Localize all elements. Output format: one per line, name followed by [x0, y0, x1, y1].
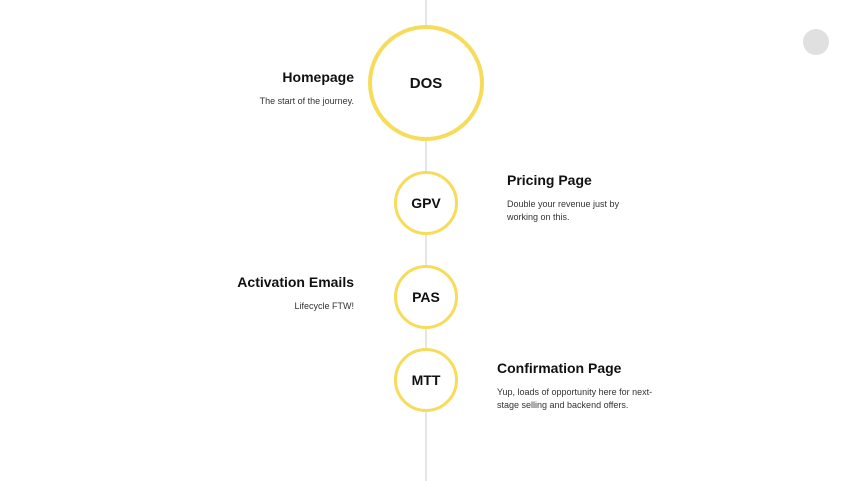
timeline-node-homepage[interactable]: [368, 25, 484, 141]
card-title: Pricing Page: [507, 172, 592, 188]
timeline-node-confirmation-page[interactable]: [394, 348, 458, 412]
node-code: MTT: [411, 372, 441, 388]
node-code: PAS: [412, 289, 440, 305]
timeline-node-pricing-page[interactable]: [394, 171, 458, 235]
card-title: Homepage: [282, 69, 354, 85]
timeline-card-activation-emails: [154, 273, 354, 313]
timeline-card-homepage: [154, 68, 354, 108]
card-description: Lifecycle FTW!: [294, 301, 354, 311]
timeline-card-pricing-page: [507, 171, 637, 224]
timeline-card-confirmation-page: [497, 359, 657, 412]
card-description: Double your revenue just by working on this.: [507, 199, 620, 222]
card-title: Confirmation Page: [497, 360, 622, 376]
node-code: GPV: [411, 195, 441, 211]
node-code: DOS: [409, 74, 443, 92]
card-description: Yup, loads of opportunity here for next-stage selling and backend offers.: [497, 387, 653, 410]
theme-toggle-button[interactable]: [803, 29, 829, 55]
timeline-node-activation-emails[interactable]: [394, 265, 458, 329]
card-description: The start of the journey.: [259, 96, 354, 106]
card-title: Activation Emails: [237, 274, 354, 290]
